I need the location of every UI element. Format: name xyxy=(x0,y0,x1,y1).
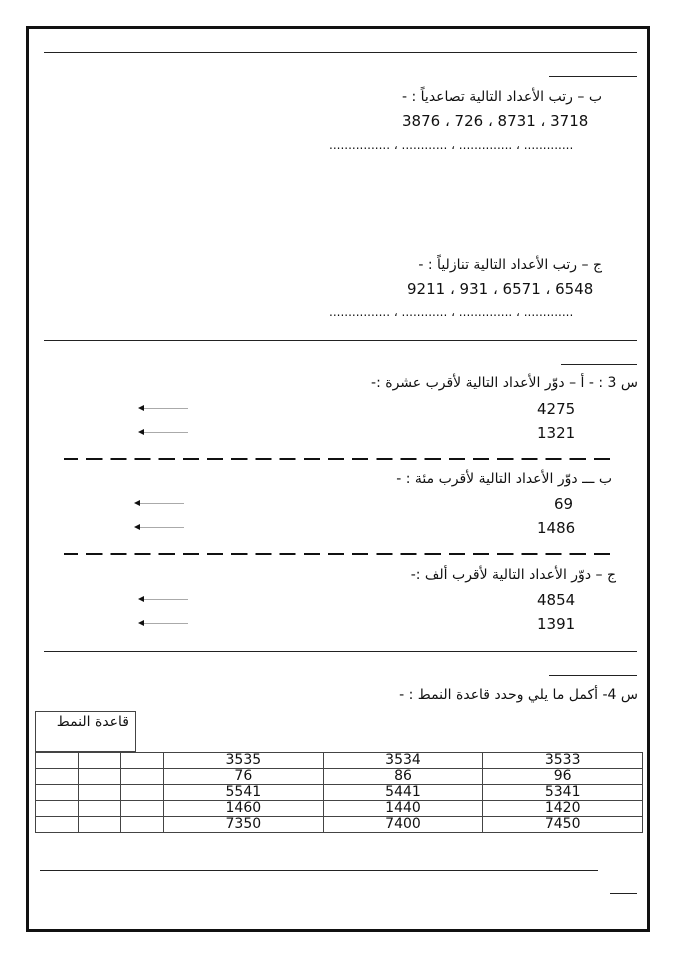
underline xyxy=(610,893,637,894)
part-c-numbers: 9211 ، 931 ، 6571 ، 6548 xyxy=(407,280,594,298)
q3b-title: ب ـــ دوّر الأعداد التالية لأقرب مئة : - xyxy=(396,471,612,487)
answer-cell[interactable] xyxy=(78,769,121,785)
answer-cell[interactable] xyxy=(121,785,164,801)
answer-cell[interactable] xyxy=(121,753,164,769)
q3c-title: ج – دوّر الأعداد التالية لأقرب ألف :- xyxy=(410,567,616,583)
answer-cell[interactable] xyxy=(121,769,164,785)
answer-cell[interactable] xyxy=(36,769,79,785)
arrow-left-icon xyxy=(134,523,184,531)
underline xyxy=(549,675,637,676)
answer-cell[interactable] xyxy=(121,801,164,817)
divider xyxy=(44,340,637,341)
part-b-numbers: 3876 ، 726 ، 8731 ، 3718 xyxy=(402,112,589,130)
answer-cell[interactable] xyxy=(78,753,121,769)
q3c-item-2: 1391 xyxy=(537,615,576,633)
part-b-title: ب – رتب الأعداد التالية تصاعدياً : - xyxy=(401,89,602,105)
pattern-cell: 7450 xyxy=(483,817,643,833)
pattern-rule-header: قاعدة النمط xyxy=(35,711,136,752)
table-row xyxy=(36,785,643,801)
pattern-cell: 7400 xyxy=(323,817,483,833)
arrow-left-icon xyxy=(138,428,188,436)
answer-cell[interactable] xyxy=(36,753,79,769)
pattern-cell: 1460 xyxy=(164,801,324,817)
arrow-left-icon xyxy=(134,499,184,507)
pattern-cell: 5441 xyxy=(323,785,483,801)
q3a-item-2: 1321 xyxy=(537,424,576,442)
underline xyxy=(549,76,637,77)
answer-cell[interactable] xyxy=(78,785,121,801)
pattern-cell: 5341 xyxy=(483,785,643,801)
q3b-item-2: 1486 xyxy=(537,519,576,537)
part-c-answer-field[interactable]: ................ ، ............ ، .............. ، ............. xyxy=(329,305,574,319)
answer-cell[interactable] xyxy=(36,785,79,801)
arrow-left-icon xyxy=(138,619,188,627)
pattern-cell: 3533 xyxy=(483,753,643,769)
dashed-divider xyxy=(64,458,610,460)
pattern-cell: 3535 xyxy=(164,753,324,769)
pattern-cell: 3534 xyxy=(323,753,483,769)
arrow-left-icon xyxy=(138,595,188,603)
q4-title: س 4- أكمل ما يلي وحدد قاعدة النمط : - xyxy=(399,687,638,703)
underline xyxy=(561,364,637,365)
q3a-title: س 3 : - أ – دوّر الأعداد التالية لأقرب عشرة :- xyxy=(371,375,638,391)
q3a-item-1: 4275 xyxy=(537,400,576,418)
table-row xyxy=(36,817,643,833)
q3c-item-1: 4854 xyxy=(537,591,576,609)
answer-cell[interactable] xyxy=(36,817,79,833)
answer-cell[interactable] xyxy=(121,817,164,833)
pattern-cell: 7350 xyxy=(164,817,324,833)
pattern-cell: 1420 xyxy=(483,801,643,817)
table-row xyxy=(36,801,643,817)
dashed-divider xyxy=(64,553,610,555)
q3b-item-1: 69 xyxy=(554,495,574,513)
table-row xyxy=(36,769,643,785)
pattern-cell: 5541 xyxy=(164,785,324,801)
answer-cell[interactable] xyxy=(36,801,79,817)
answer-cell[interactable] xyxy=(78,801,121,817)
pattern-table xyxy=(35,752,643,833)
pattern-cell: 76 xyxy=(164,769,324,785)
part-b-answer-field[interactable]: ................ ، ............ ، .............. ، ............. xyxy=(329,138,574,152)
answer-cell[interactable] xyxy=(78,817,121,833)
pattern-cell: 86 xyxy=(323,769,483,785)
part-c-title: ج – رتب الأعداد التالية تنازلياً : - xyxy=(418,257,602,273)
arrow-left-icon xyxy=(138,404,188,412)
divider xyxy=(44,651,637,652)
pattern-cell: 96 xyxy=(483,769,643,785)
table-row xyxy=(36,753,643,769)
divider xyxy=(40,870,598,871)
pattern-cell: 1440 xyxy=(323,801,483,817)
divider xyxy=(44,52,637,53)
